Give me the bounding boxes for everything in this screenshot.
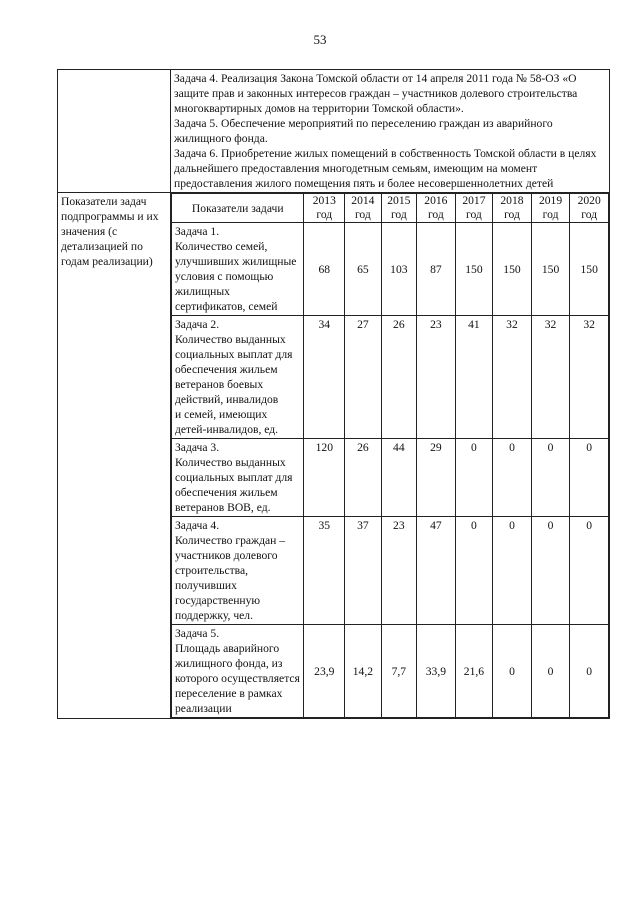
indicators-table bbox=[171, 193, 609, 718]
indicator-value: 0 bbox=[493, 439, 532, 517]
indicator-value: 0 bbox=[531, 625, 570, 718]
year-value: 2020 bbox=[577, 194, 601, 207]
indicator-value: 150 bbox=[570, 223, 609, 316]
task-4-text: Задача 4. Реализация Закона Томской области от 14 апреля 2011 года № 58-ОЗ «О защите прав и законных интересов граждан – участников долевого строительства многоквартирных домов на территории Томской области». bbox=[174, 72, 578, 115]
indicator-value: 0 bbox=[531, 517, 570, 625]
page-number: 53 bbox=[313, 32, 327, 47]
tasks-left-empty bbox=[58, 70, 171, 193]
indicator-value: 68 bbox=[304, 223, 345, 316]
indicator-value: 0 bbox=[455, 439, 493, 517]
indicators-header: Показатели задачи bbox=[172, 194, 304, 223]
year-unit: год bbox=[542, 208, 559, 221]
year-unit: год bbox=[581, 208, 598, 221]
indicators-label: Показатели задач подпрограммы и их значения (с детализацией по годам реализации) bbox=[58, 193, 171, 719]
year-value: 2015 bbox=[387, 194, 411, 207]
indicator-value: 0 bbox=[493, 625, 532, 718]
indicator-row bbox=[172, 625, 609, 718]
indicator-value: 47 bbox=[417, 517, 456, 625]
indicator-value: 41 bbox=[455, 316, 493, 439]
year-value: 2018 bbox=[500, 194, 524, 207]
indicator-value: 0 bbox=[570, 439, 609, 517]
year-header-2020 bbox=[570, 194, 609, 223]
indicator-row bbox=[172, 316, 609, 439]
indicator-row bbox=[172, 439, 609, 517]
year-header-2015 bbox=[381, 194, 416, 223]
year-header-2013 bbox=[304, 194, 345, 223]
tasks-row bbox=[58, 70, 610, 193]
indicators-header-row bbox=[172, 194, 609, 223]
year-unit: год bbox=[354, 208, 371, 221]
indicator-value: 150 bbox=[493, 223, 532, 316]
indicator-value: 32 bbox=[570, 316, 609, 439]
indicator-label: Задача 2. Количество выданных социальных выплат для обеспечения жильем ветеранов боевых действий, инвалидов и семей, имеющих детей-инвалидов, ед. bbox=[172, 316, 304, 439]
indicator-value: 35 bbox=[304, 517, 345, 625]
indicator-value: 37 bbox=[345, 517, 382, 625]
indicator-value: 0 bbox=[531, 439, 570, 517]
indicator-value: 21,6 bbox=[455, 625, 493, 718]
indicator-value: 44 bbox=[381, 439, 416, 517]
indicator-value: 103 bbox=[381, 223, 416, 316]
year-unit: год bbox=[466, 208, 482, 221]
indicator-label: Задача 4. Количество граждан – участников долевого строительства, получивших государственную поддержку, чел. bbox=[172, 517, 304, 625]
year-unit: год bbox=[427, 208, 444, 221]
indicator-value: 26 bbox=[381, 316, 416, 439]
indicator-value: 26 bbox=[345, 439, 382, 517]
indicators-row bbox=[58, 193, 610, 719]
indicator-value: 34 bbox=[304, 316, 345, 439]
indicator-value: 23,9 bbox=[304, 625, 345, 718]
task-6-text: Задача 6. Приобретение жилых помещений в собственность Томской области в целях дальнейшего предоставления многодетным семьям, имеющим на момент предоставления жилого помещения пять и более несовершеннолетних детей bbox=[174, 147, 597, 190]
indicator-value: 150 bbox=[531, 223, 570, 316]
indicators-cell bbox=[171, 193, 610, 719]
indicator-value: 7,7 bbox=[381, 625, 416, 718]
year-header-2018 bbox=[493, 194, 532, 223]
year-value: 2013 bbox=[312, 194, 336, 207]
indicator-value: 32 bbox=[531, 316, 570, 439]
indicator-value: 27 bbox=[345, 316, 382, 439]
indicator-value: 29 bbox=[417, 439, 456, 517]
year-value: 2014 bbox=[351, 194, 375, 207]
indicator-value: 65 bbox=[345, 223, 382, 316]
indicator-value: 23 bbox=[417, 316, 456, 439]
indicator-value: 0 bbox=[493, 517, 532, 625]
indicator-value: 0 bbox=[570, 625, 609, 718]
indicator-value: 32 bbox=[493, 316, 532, 439]
year-header-2017 bbox=[455, 194, 493, 223]
tasks-list-cell bbox=[171, 70, 610, 193]
year-unit: год bbox=[390, 208, 407, 221]
year-value: 2017 bbox=[462, 194, 486, 207]
indicator-value: 87 bbox=[417, 223, 456, 316]
indicator-label: Задача 1. Количество семей, улучшивших жилищные условия с помощью жилищных сертификатов, семей bbox=[172, 223, 304, 316]
indicator-value: 33,9 bbox=[417, 625, 456, 718]
year-value: 2019 bbox=[538, 194, 563, 207]
indicator-row bbox=[172, 223, 609, 316]
indicator-value: 14,2 bbox=[345, 625, 382, 718]
indicator-value: 0 bbox=[570, 517, 609, 625]
indicator-label: Задача 3. Количество выданных социальных выплат для обеспечения жильем ветеранов ВОВ, ед. bbox=[172, 439, 304, 517]
year-header-2019 bbox=[531, 194, 570, 223]
program-table bbox=[57, 69, 610, 719]
year-header-2014 bbox=[345, 194, 382, 223]
year-unit: год bbox=[316, 208, 333, 221]
year-header-2016 bbox=[417, 194, 456, 223]
year-value: 2016 bbox=[424, 194, 448, 207]
indicator-label: Задача 5. Площадь аварийного жилищного фонда, из которого осуществляется переселение в рамках реализации bbox=[172, 625, 304, 718]
indicator-value: 150 bbox=[455, 223, 493, 316]
indicator-value: 23 bbox=[381, 517, 416, 625]
indicator-value: 0 bbox=[455, 517, 493, 625]
indicator-value: 120 bbox=[304, 439, 345, 517]
task-5-text: Задача 5. Обеспечение мероприятий по переселению граждан из аварийного жилищного фонда. bbox=[174, 117, 553, 145]
indicator-row bbox=[172, 517, 609, 625]
year-unit: год bbox=[504, 208, 520, 221]
